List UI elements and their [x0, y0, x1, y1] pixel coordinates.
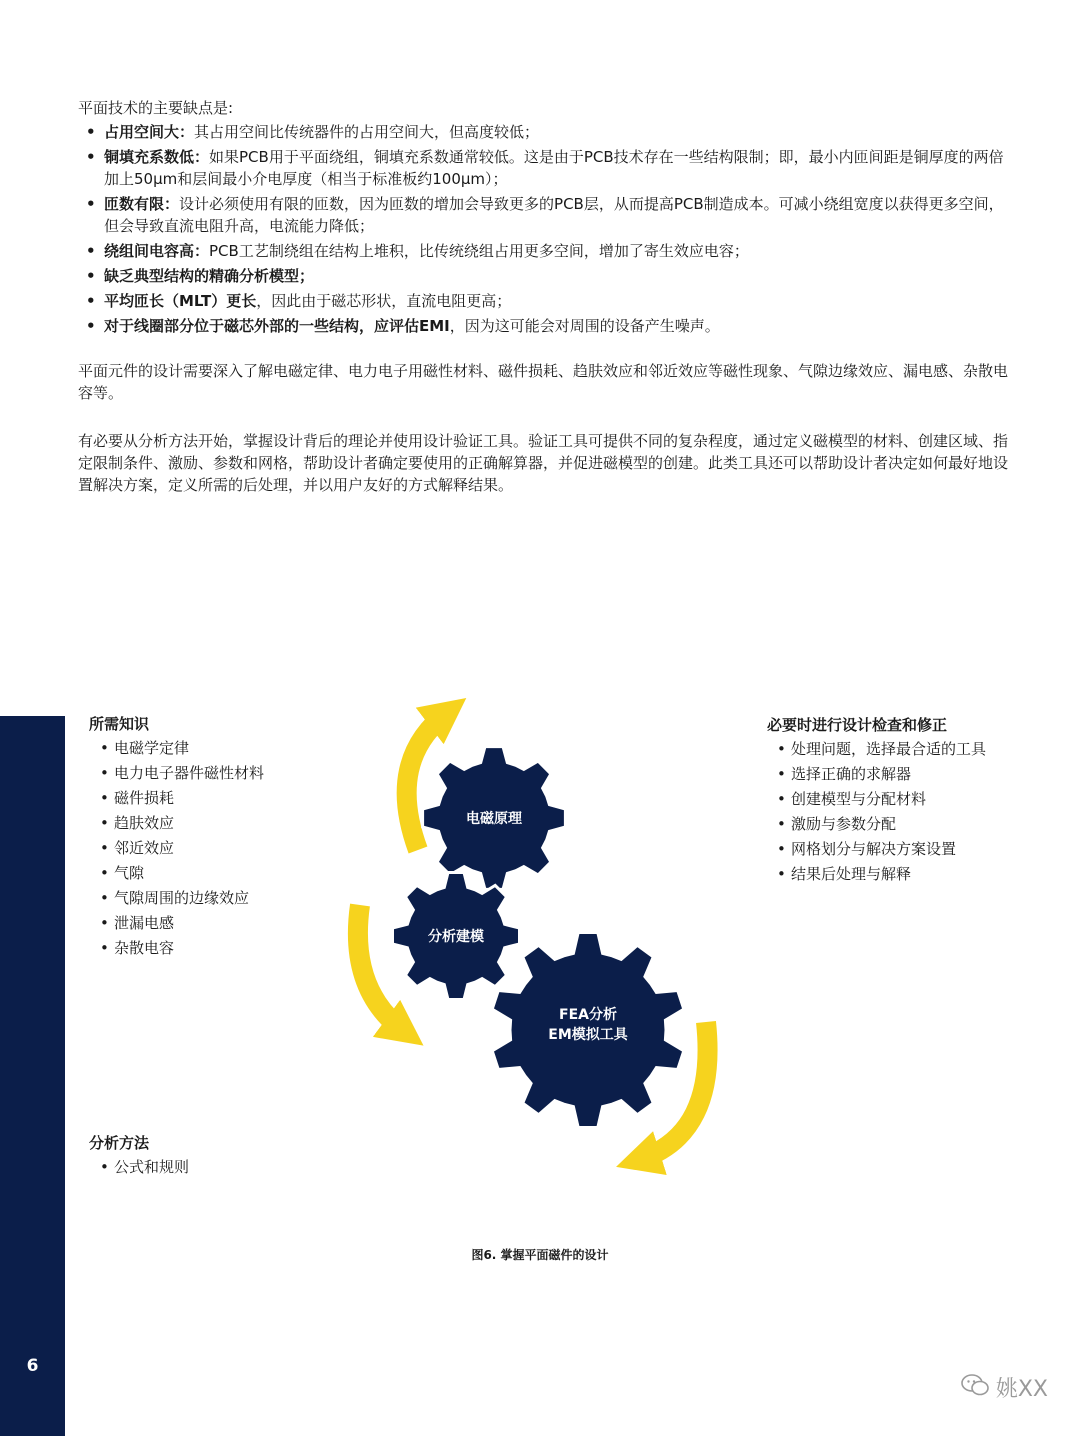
item-label: 匝数有限： — [104, 195, 180, 213]
gear-diagram — [330, 690, 750, 1190]
item-text: 如果PCB用于平面绕组，铜填充系数通常较低。这是由于PCB技术存在一些结构限制；即，最小内匝间距是铜厚度的两倍加上50μm和层间最小介电厚度（相当于标准板约100μm）； — [104, 148, 1004, 188]
list-item: • 气隙 — [100, 861, 264, 886]
wechat-icon — [960, 1373, 990, 1403]
gear-label-analytical-model: 分析建模 — [428, 929, 484, 945]
list-item: • 气隙周围的边缘效应 — [100, 886, 264, 911]
list-item: • 邻近效应 — [100, 836, 264, 861]
list-item: • 处理问题，选择最合适的工具 — [777, 737, 986, 762]
list-item: • 创建模型与分配材料 — [777, 787, 986, 812]
knowledge-title: 所需知识 — [89, 715, 150, 733]
watermark-text: 姚XX — [995, 1377, 1048, 1402]
list-item: • 结果后处理与解释 — [777, 862, 986, 887]
list-item: • 选择正确的求解器 — [777, 762, 986, 787]
watermark — [960, 1372, 1048, 1403]
checks-title: 必要时进行设计检查和修正 — [767, 716, 948, 734]
disadvantage-list — [84, 121, 1008, 340]
gear-label-em-tool: EM模拟工具 — [548, 1027, 628, 1043]
item-label: 铜填充系数低： — [104, 148, 210, 166]
item-label: 缺乏典型结构的精确分析模型； — [104, 267, 315, 285]
paragraph-design-knowledge: 平面元件的设计需要深入了解电磁定律、电力电子用磁性材料、磁件损耗、趋肤效应和邻近效应等磁性现象、气隙边缘效应、漏电感、杂散电容等。 — [78, 362, 1009, 402]
list-item: • 电力电子器件磁性材料 — [100, 761, 264, 786]
gear-label-fea: FEA分析 — [559, 1007, 617, 1023]
list-item — [84, 121, 1008, 143]
list-item: • 电磁学定律 — [100, 736, 264, 761]
list-item — [84, 265, 1008, 287]
list-item: • 磁件损耗 — [100, 786, 264, 811]
item-label: 对于线圈部分位于磁芯外部的一些结构，应评估EMI — [104, 317, 450, 335]
list-item: • 公式和规则 — [100, 1155, 189, 1180]
item-text: ，因此由于磁芯形状，直流电阻更高； — [256, 292, 512, 310]
list-item: • 泄漏电感 — [100, 911, 264, 936]
list-item — [84, 240, 1008, 262]
gear-label-em-principle: 电磁原理 — [466, 811, 522, 827]
list-item: • 激励与参数分配 — [777, 812, 986, 837]
item-label: 平均匝长（MLT）更长 — [104, 292, 257, 310]
list-item — [84, 290, 1008, 312]
item-label: 占用空间大： — [104, 123, 195, 141]
paragraph-analysis-tools: 有必要从分析方法开始，掌握设计背后的理论并使用设计验证工具。验证工具可提供不同的复杂程度，通过定义磁模型的材料、创建区域、指定限制条件、激励、参数和网格，帮助设计者确定要使用的正确解算器，并促进磁模型的创建。此类工具还可以帮助设计者决定如何最好地设置解决方案，定义所需的后处理，并以用户友好的方式解释结果。 — [78, 432, 1009, 494]
item-text: 其占用空间比传统器件的占用空间大，但高度较低； — [194, 123, 540, 141]
sidebar-bar — [0, 716, 65, 1436]
list-item — [84, 315, 1008, 337]
list-item — [84, 193, 1008, 237]
figure-caption: 图6. 掌握平面磁件的设计 — [471, 1248, 609, 1262]
cycle-arrow-left — [358, 905, 405, 1032]
item-text: PCB工艺制绕组在结构上堆积，比传统绕组占用更多空间，增加了寄生效应电容； — [209, 242, 749, 260]
list-item: • 趋肤效应 — [100, 811, 264, 836]
knowledge-list — [100, 736, 264, 961]
item-text: 设计必须使用有限的匝数，因为匝数的增加会导致更多的PCB层，从而提高PCB制造成本。可减小绕组宽度以获得更多空间，但会导致直流电阻升高，电流能力降低； — [104, 195, 1004, 235]
methods-title: 分析方法 — [89, 1134, 150, 1152]
list-item — [84, 146, 1008, 190]
item-label: 绕组间电容高： — [104, 242, 210, 260]
intro-text: 平面技术的主要缺点是: — [78, 99, 234, 117]
item-text: ，因为这可能会对周围的设备产生噪声。 — [449, 317, 720, 335]
checks-list — [777, 737, 986, 887]
list-item: • 杂散电容 — [100, 936, 264, 961]
list-item: • 网格划分与解决方案设置 — [777, 837, 986, 862]
page-number: 6 — [26, 1356, 39, 1376]
methods-list — [100, 1155, 189, 1180]
